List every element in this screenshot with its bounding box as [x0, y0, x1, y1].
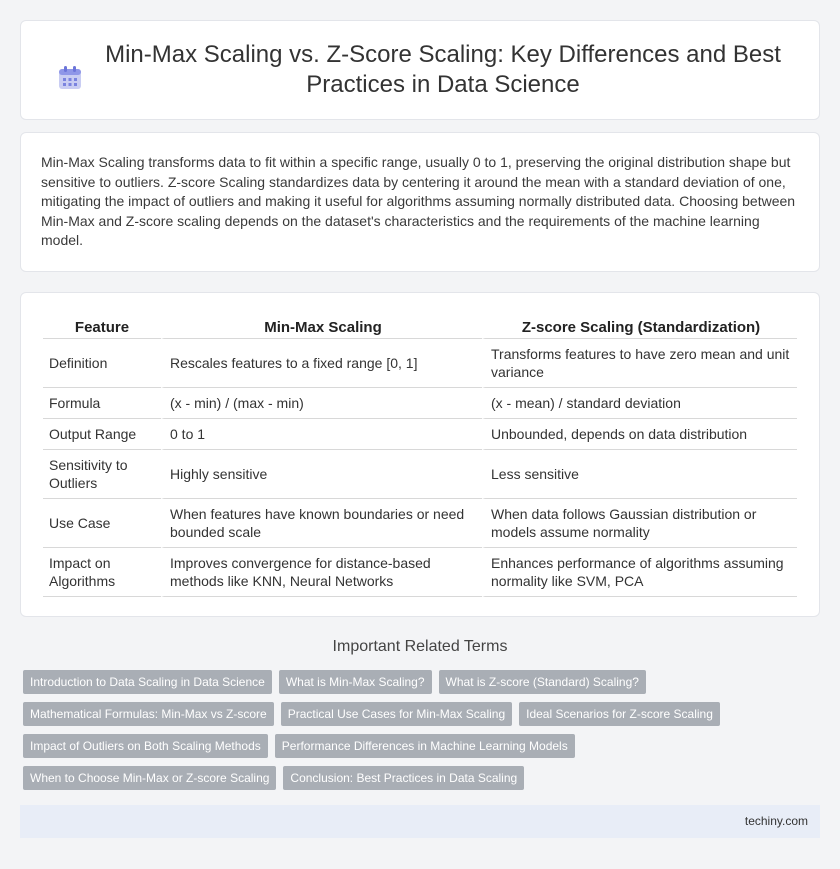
- calendar-icon: [57, 65, 83, 91]
- table-row: [43, 450, 797, 499]
- title-wrap: [50, 40, 790, 100]
- related-term-link[interactable]: Mathematical Formulas: Min-Max vs Z-score: [23, 702, 274, 726]
- comparison-table: [43, 313, 797, 597]
- tag-row: [23, 702, 823, 726]
- cell-min-max: When features have known boundaries or need bounded scale: [161, 499, 482, 548]
- related-term-link[interactable]: What is Z-score (Standard) Scaling?: [439, 670, 646, 694]
- cell-z-score: Transforms features to have zero mean and unit variance: [482, 339, 797, 388]
- table-header-row: [43, 313, 797, 339]
- cell-feature: Sensitivity to Outliers: [43, 450, 161, 499]
- table-row: [43, 339, 797, 388]
- cell-z-score: Less sensitive: [482, 450, 797, 499]
- cell-feature: Definition: [43, 339, 161, 388]
- related-term-link[interactable]: Ideal Scenarios for Z-score Scaling: [519, 702, 720, 726]
- cell-z-score: Unbounded, depends on data distribution: [482, 419, 797, 450]
- cell-z-score: Enhances performance of algorithms assuming normality like SVM, PCA: [482, 548, 797, 597]
- related-term-link[interactable]: Introduction to Data Scaling in Data Science: [23, 670, 272, 694]
- header-z-score: Z-score Scaling (Standardization): [482, 313, 797, 339]
- table-row: [43, 548, 797, 597]
- tag-row: [23, 734, 823, 758]
- footer-site-link[interactable]: techiny.com: [744, 814, 808, 828]
- related-terms-tags: [23, 670, 823, 798]
- cell-min-max: 0 to 1: [161, 419, 482, 450]
- page-title: Min-Max Scaling vs. Z-Score Scaling: Key Differences and Best Practices in Data Science: [105, 41, 781, 98]
- table-row: [43, 388, 797, 419]
- header-feature: Feature: [43, 313, 161, 339]
- tag-row: [23, 766, 823, 790]
- related-term-link[interactable]: Conclusion: Best Practices in Data Scaling: [283, 766, 524, 790]
- header-min-max: Min-Max Scaling: [161, 313, 482, 339]
- tag-row: [23, 670, 823, 694]
- cell-z-score: (x - mean) / standard deviation: [482, 388, 797, 419]
- footer: [20, 805, 820, 838]
- cell-min-max: (x - min) / (max - min): [161, 388, 482, 419]
- related-term-link[interactable]: What is Min-Max Scaling?: [279, 670, 432, 694]
- cell-min-max: Highly sensitive: [161, 450, 482, 499]
- comparison-table-card: [20, 292, 820, 617]
- related-term-link[interactable]: Performance Differences in Machine Learning Models: [275, 734, 575, 758]
- cell-feature: Impact on Algorithms: [43, 548, 161, 597]
- table-row: [43, 499, 797, 548]
- cell-z-score: When data follows Gaussian distribution or models assume normality: [482, 499, 797, 548]
- table-row: [43, 419, 797, 450]
- related-term-link[interactable]: Practical Use Cases for Min-Max Scaling: [281, 702, 512, 726]
- related-term-link[interactable]: When to Choose Min-Max or Z-score Scaling: [23, 766, 276, 790]
- related-terms-title: Important Related Terms: [332, 638, 508, 655]
- cell-feature: Formula: [43, 388, 161, 419]
- intro-card: [20, 132, 820, 272]
- cell-min-max: Improves convergence for distance-based methods like KNN, Neural Networks: [161, 548, 482, 597]
- cell-feature: Output Range: [43, 419, 161, 450]
- cell-min-max: Rescales features to a fixed range [0, 1]: [161, 339, 482, 388]
- related-term-link[interactable]: Impact of Outliers on Both Scaling Methods: [23, 734, 268, 758]
- cell-feature: Use Case: [43, 499, 161, 548]
- title-card: [20, 20, 820, 120]
- intro-paragraph: Min-Max Scaling transforms data to fit within a specific range, usually 0 to 1, preserving the original distribution shape but sensitive to outliers. Z-score Scaling standardizes data by centering it around the mean with a standard deviation of one, mitigating the impact of outliers and making it useful for algorithms assuming normally distributed data. Choosing between Min-Max and Z-score scaling depends on the dataset's characteristics and the requirements of the machine learning model.: [41, 154, 796, 249]
